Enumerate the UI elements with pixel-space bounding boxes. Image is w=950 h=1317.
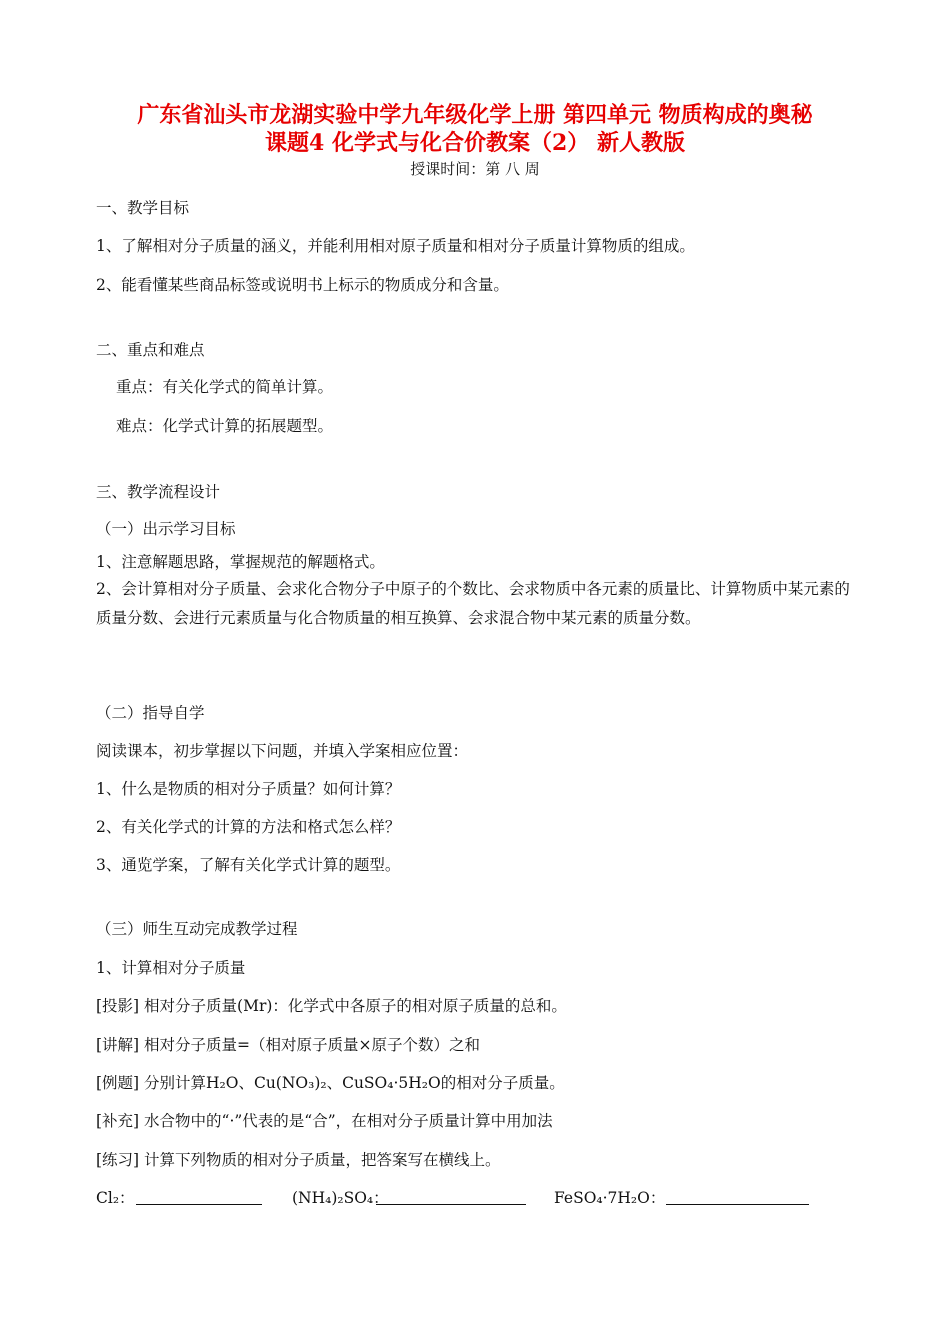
- document-title-line1: 广东省汕头市龙湖实验中学九年级化学上册 第四单元 物质构成的奥秘: [137, 102, 813, 128]
- self-study-intro: 阅读课本，初步掌握以下问题，并填入学案相应位置：: [96, 742, 469, 760]
- exercise-note: [练习] 计算下列物质的相对分子质量，把答案写在横线上。: [96, 1151, 501, 1169]
- section-1-heading: 一、教学目标: [96, 199, 190, 217]
- objective-item-2: 2、能看懂某些商品标签或说明书上标示的物质成分和含量。: [96, 276, 509, 294]
- part-3-heading: （三）师生互动完成教学过程: [96, 920, 298, 938]
- part-1-heading: （一）出示学习目标: [96, 520, 236, 538]
- answer-line-3: [666, 1204, 809, 1205]
- objective-item-1: 1、了解相对分子质量的涵义，并能利用相对原子质量和相对分子质量计算物质的组成。: [96, 237, 695, 255]
- lesson-time: 授课时间：第 八 周: [410, 160, 540, 178]
- part-2-heading: （二）指导自学: [96, 704, 205, 722]
- self-study-question-2: 2、有关化学式的计算的方法和格式怎么样？: [96, 818, 401, 836]
- answer-line-2: [376, 1204, 526, 1205]
- difficult-point: 难点：化学式计算的拓展题型。: [116, 417, 334, 435]
- blank-label-cl2: Cl₂：: [96, 1189, 135, 1207]
- process-item-1: 1、计算相对分子质量: [96, 959, 246, 977]
- key-point: 重点：有关化学式的简单计算。: [116, 378, 334, 396]
- learning-goal-1: 1、注意解题思路，掌握规范的解题格式。: [96, 553, 385, 571]
- self-study-question-1: 1、什么是物质的相对分子质量？如何计算？: [96, 780, 401, 798]
- blank-label-ammonium-sulfate: (NH₄)₂SO₄：: [292, 1189, 389, 1207]
- supplement-note: [补充] 水合物中的“·”代表的是“合”，在相对分子质量计算中用加法: [96, 1112, 553, 1130]
- section-3-heading: 三、教学流程设计: [96, 483, 221, 501]
- projection-note: [投影] 相对分子质量(Mr)：化学式中各原子的相对原子质量的总和。: [96, 997, 567, 1015]
- learning-goal-2: 2、会计算相对分子质量、会求化合物分子中原子的个数比、会求物质中各元素的质量比、计算物质中某元素的质量分数、会进行元素质量与化合物质量的相互换算、会求混合物中某元素的质量分数。: [96, 580, 850, 627]
- blank-label-ferrous-sulfate-heptahydrate: FeSO₄·7H₂O：: [554, 1189, 666, 1207]
- section-2-heading: 二、重点和难点: [96, 341, 205, 359]
- lecture-note: [讲解] 相对分子质量=（相对原子质量×原子个数）之和: [96, 1036, 480, 1054]
- document-title-line2: 课题4 化学式与化合价教案（2） 新人教版: [265, 130, 685, 156]
- self-study-question-3: 3、通览学案，了解有关化学式计算的题型。: [96, 856, 401, 874]
- example-note: [例题] 分别计算H₂O、Cu(NO₃)₂、CuSO₄·5H₂O的相对分子质量。: [96, 1074, 565, 1092]
- answer-line-1: [136, 1204, 262, 1205]
